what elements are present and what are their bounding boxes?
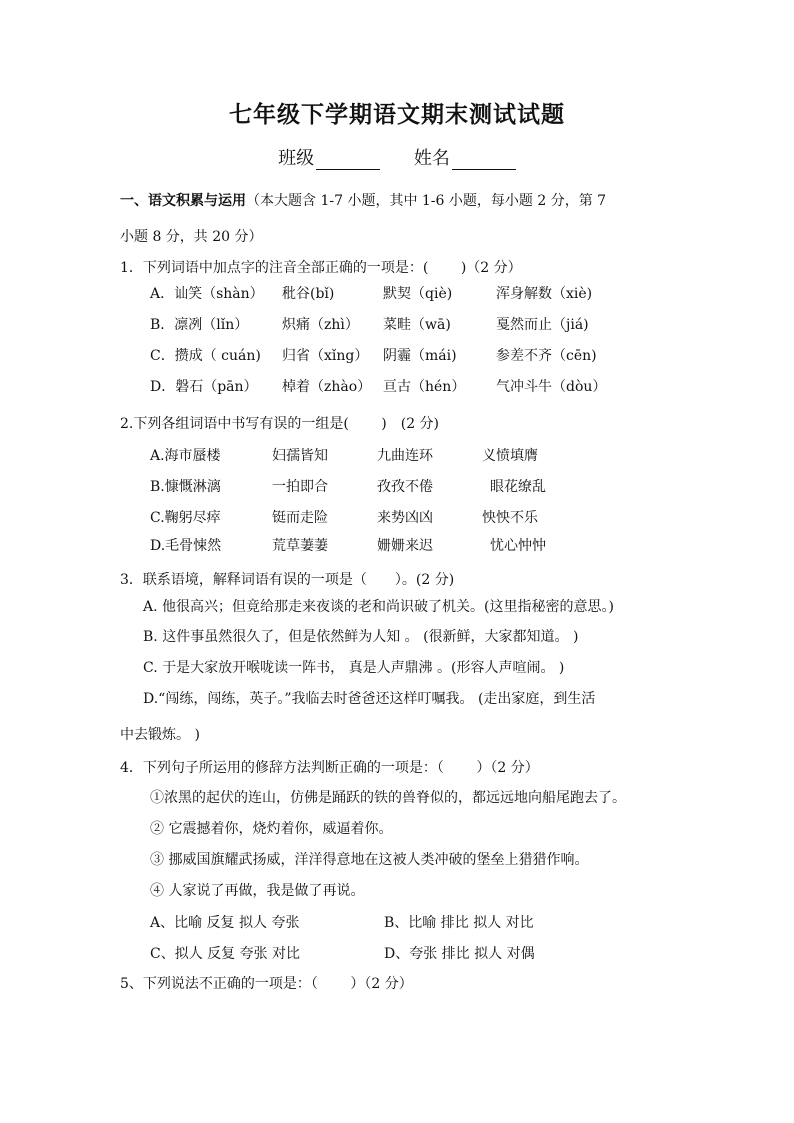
q2-b-4: 眼花缭乱: [490, 479, 546, 495]
q4-sentence-2: ② 它震撼着你，烧灼着你，威逼着你。: [150, 821, 393, 837]
q4-sentence-3: ③ 挪威国旗耀武扬威，洋洋得意地在这被人类冲破的堡垒上猎猎作响。: [150, 852, 589, 868]
q2-a-4: 义愤填膺: [482, 448, 538, 464]
q2-d-3: 姗姗来迟: [377, 538, 433, 554]
section-note: （本大题含 1-7 小题，其中 1-6 小题，每小题 2 分，第 7: [246, 193, 607, 209]
q5-stem: 5、下列说法不正确的一项是：（ ）（2 分）: [120, 976, 413, 992]
q1-c-3: 阴霾（mái): [383, 348, 457, 364]
class-label: 班级: [278, 148, 315, 169]
q2-b-3: 孜孜不倦: [377, 479, 433, 495]
q3-option-d-cont: 中去锻炼。 ): [120, 727, 200, 743]
q1-d-4: 气冲斗牛（dòu）: [496, 379, 607, 395]
section-note-cont: 小题 8 分，共 20 分）: [120, 229, 263, 245]
name-label: 姓名: [413, 148, 450, 169]
name-blank[interactable]: [452, 151, 516, 170]
q1-a-4: 浑身解数（xiè): [496, 286, 593, 302]
q4-sentence-1: ①浓黑的起伏的连山，仿佛是踊跃的铁的兽脊似的，都远远地向船尾跑去了。: [150, 790, 626, 806]
q4-option-d: D、夸张 排比 拟人 对偶: [384, 946, 535, 962]
q4-option-a: A、比喻 反复 拟人 夸张: [150, 915, 300, 931]
q1-b-3: 菜畦（wā): [383, 317, 451, 333]
q2-c-2: 铤而走险: [272, 510, 328, 526]
class-field: [278, 144, 380, 170]
q1-b-4: 戛然而止（jiá): [496, 317, 589, 333]
page-title: 七年级下学期语文期末测试试题: [229, 101, 565, 128]
section-heading: [120, 192, 606, 210]
q1-a-3: 默契（qiè): [383, 286, 453, 302]
q1-b-1: B．凛冽（lǐn）: [150, 317, 249, 333]
q3-option-c: C. 于是大家放开喉咙读一阵书， 真是人声鼎沸 。(形容人声喧闹。 ): [143, 660, 565, 676]
q1-a-1: A．讪笑（shàn）: [150, 286, 264, 302]
q2-b-2: 一拍即合: [272, 479, 328, 495]
q3-option-d: D.“闯练，闯练，英子。”我临去时爸爸还这样叮嘱我。 (走出家庭，到生活: [143, 691, 596, 707]
q2-a-1: A.海市蜃楼: [150, 448, 221, 464]
q2-a-2: 妇孺皆知: [272, 448, 328, 464]
q4-stem: 4．下列句子所运用的修辞方法判断正确的一项是：（ ）（2 分）: [120, 760, 539, 776]
q4-option-b: B、比喻 排比 拟人 对比: [384, 915, 534, 931]
q1-d-2: 棹着（zhào）: [282, 379, 372, 395]
q2-d-2: 荒草萋萋: [272, 538, 328, 554]
q3-option-b: B. 这件事虽然很久了，但是依然鲜为人知 。 (很新鲜，大家都知道。 ): [143, 629, 579, 645]
class-blank[interactable]: [316, 151, 380, 170]
q4-sentence-4: ④ 人家说了再做，我是做了再说。: [150, 883, 365, 899]
section-title: 一、语文积累与运用: [120, 193, 246, 209]
q2-c-3: 来势凶凶: [377, 510, 433, 526]
student-info-bar: [0, 144, 794, 170]
q3-option-a: A. 他很高兴；但竟给那走来夜谈的老和尚识破了机关。(这里指秘密的意思。): [143, 599, 614, 615]
q3-stem: 3．联系语境，解释词语有误的一项是（ ）。(2 分): [120, 572, 455, 588]
name-field: [414, 144, 516, 170]
q1-c-1: C．攒成（ cuán): [150, 348, 261, 364]
q1-b-2: 炽痛（zhì）: [282, 317, 359, 333]
q2-d-4: 忧心忡忡: [490, 538, 546, 554]
q2-c-1: C.鞠躬尽瘁: [150, 510, 221, 526]
q1-d-1: D．磐石（pān）: [150, 379, 258, 395]
q2-c-4: 怏怏不乐: [482, 510, 538, 526]
q1-c-2: 归省（xǐng）: [282, 348, 369, 364]
q2-a-3: 九曲连环: [377, 448, 433, 464]
q2-stem: 2.下列各组词语中书写有误的一组是( ) (2 分): [120, 416, 440, 432]
q2-b-1: B.慷慨淋漓: [150, 479, 221, 495]
q1-stem: 1．下列词语中加点字的注音全部正确的一项是：( )（2 分）: [120, 260, 522, 276]
q1-a-2: 秕谷(bǐ): [282, 286, 335, 302]
q1-d-3: 亘古（hén）: [383, 379, 466, 395]
q2-d-1: D.毛骨悚然: [150, 538, 222, 554]
q4-option-c: C、拟人 反复 夸张 对比: [150, 946, 301, 962]
q1-c-4: 参差不齐（cēn): [496, 348, 597, 364]
